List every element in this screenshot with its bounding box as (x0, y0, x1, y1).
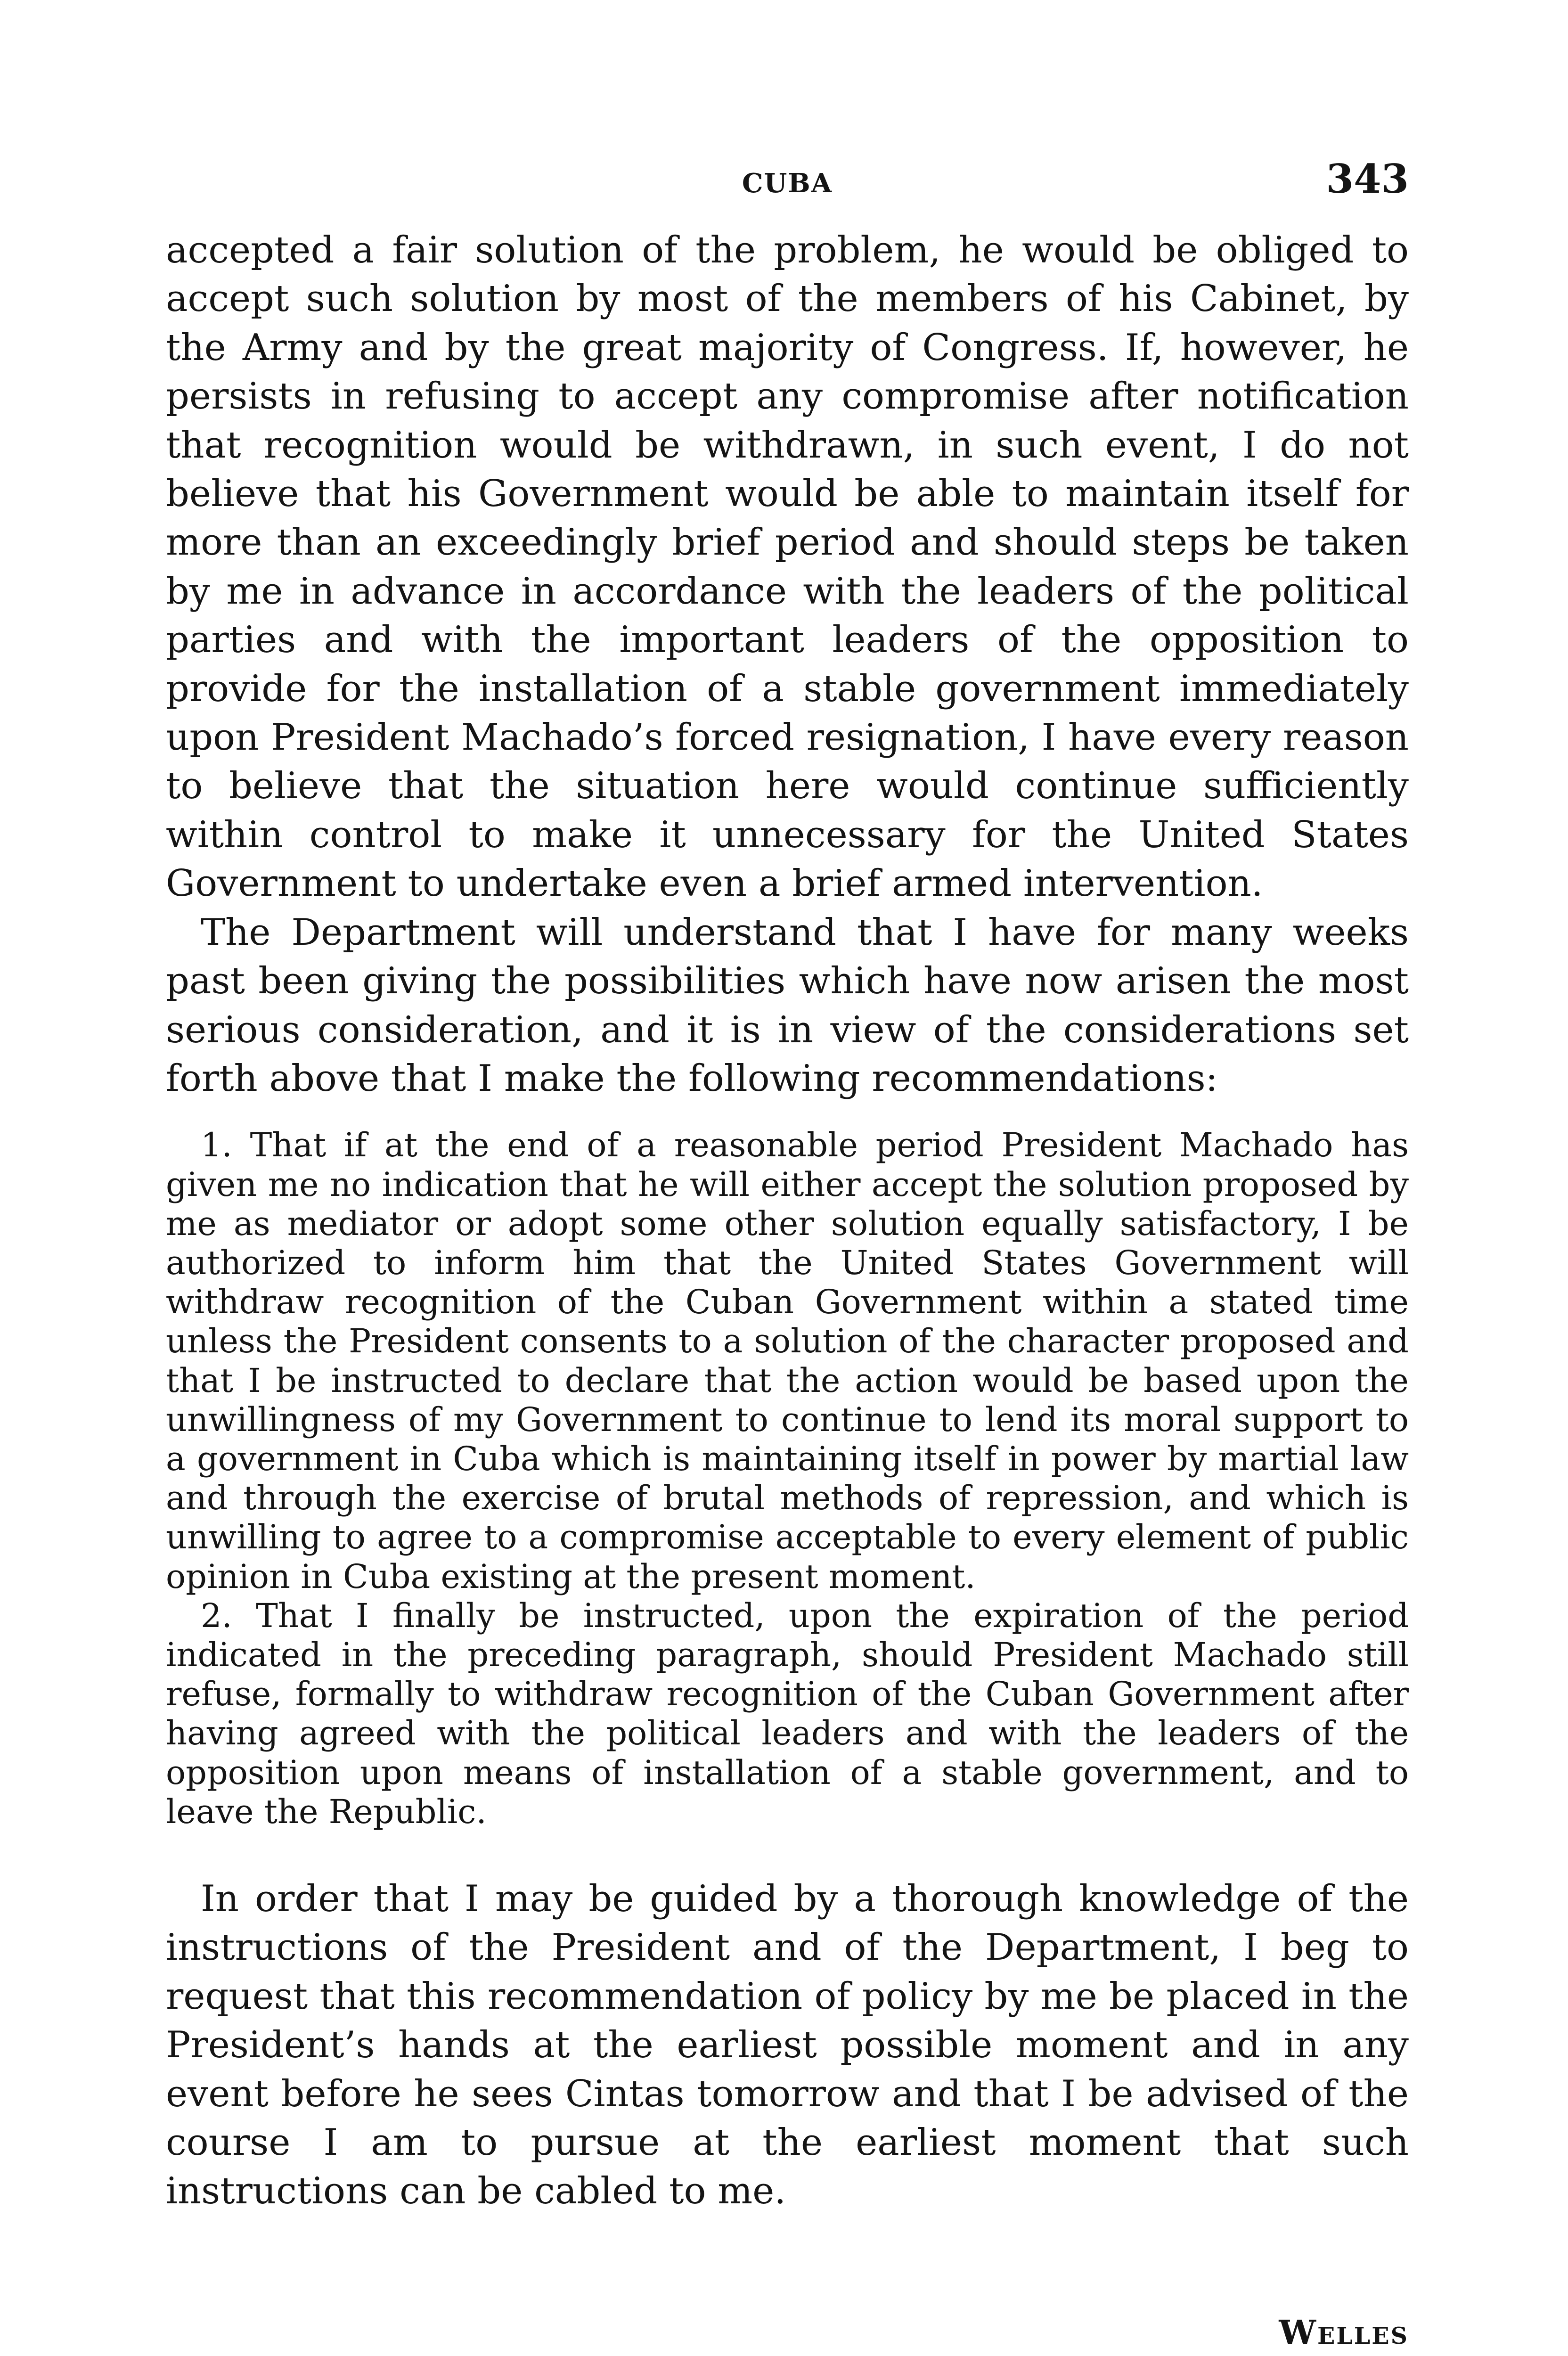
recommendations-block (166, 1126, 1409, 1832)
running-title: CUBA (742, 168, 833, 199)
signature: Welles (1279, 2313, 1409, 2352)
page-number: 343 (1326, 155, 1409, 202)
paragraph-department: The Department will understand that I have for many weeks past been giving the possibilities which have now arisen the most serious consideration, and it is in view of the considerations set forth above that I make the following recommendations: (166, 911, 1409, 1100)
document-body (166, 226, 1409, 2216)
paragraph-request: In order that I may be guided by a thorough knowledge of the instructions of the President and of the Department, I beg to request that this recommendation of policy by me be placed in the President’s hands at the earliest possible moment and in any event before he sees Cintas tomorrow and that I be advised of the course I am to pursue at the earliest moment that such instructions can be cabled to me. (166, 1877, 1409, 2213)
paragraph-continued: accepted a fair solution of the problem, he would be obliged to accept such solution by most of the members of his Cabinet, by the Army and by the great majority of Congress. If, however, he persists in refusing to accept any compromise after notification that recognition would be withdrawn, in such event, I do not believe that his Government would be able to maintain itself for more than an exceedingly brief period and should steps be taken by me in advance in accordance with the leaders of the political parties and with the important leaders of the opposition to provide for the installation of a stable government immediately upon President Machado’s forced resignation, I have every reason to believe that the situation here would continue sufficiently within control to make it unnecessary for the United States Government to undertake even a brief armed intervention. (166, 229, 1409, 905)
page-header (166, 155, 1409, 207)
recommendation-item-2: 2. That I finally be instructed, upon the expiration of the period indicated in the preceding paragraph, should President Machado still refuse, formally to withdraw recognition of the Cuban Government after having agreed with the political leaders and with the leaders of the opposition upon means of installation of a stable government, and to leave the Republic. (166, 1596, 1409, 1831)
recommendation-item-1: 1. That if at the end of a reasonable period President Machado has given me no indication that he will either accept the solution proposed by me as mediator or adopt some other solution equally satisfactory, I be authorized to inform him that the United States Government will withdraw recognition of the Cuban Government within a stated time unless the President consents to a solution of the character proposed and that I be instructed to declare that the action would be based upon the unwillingness of my Government to continue to lend its moral support to a government in Cuba which is maintaining itself in power by martial law and through the exercise of brutal methods of repression, and which is unwilling to agree to a compromise acceptable to every element of public opinion in Cuba existing at the present moment. (166, 1126, 1409, 1596)
